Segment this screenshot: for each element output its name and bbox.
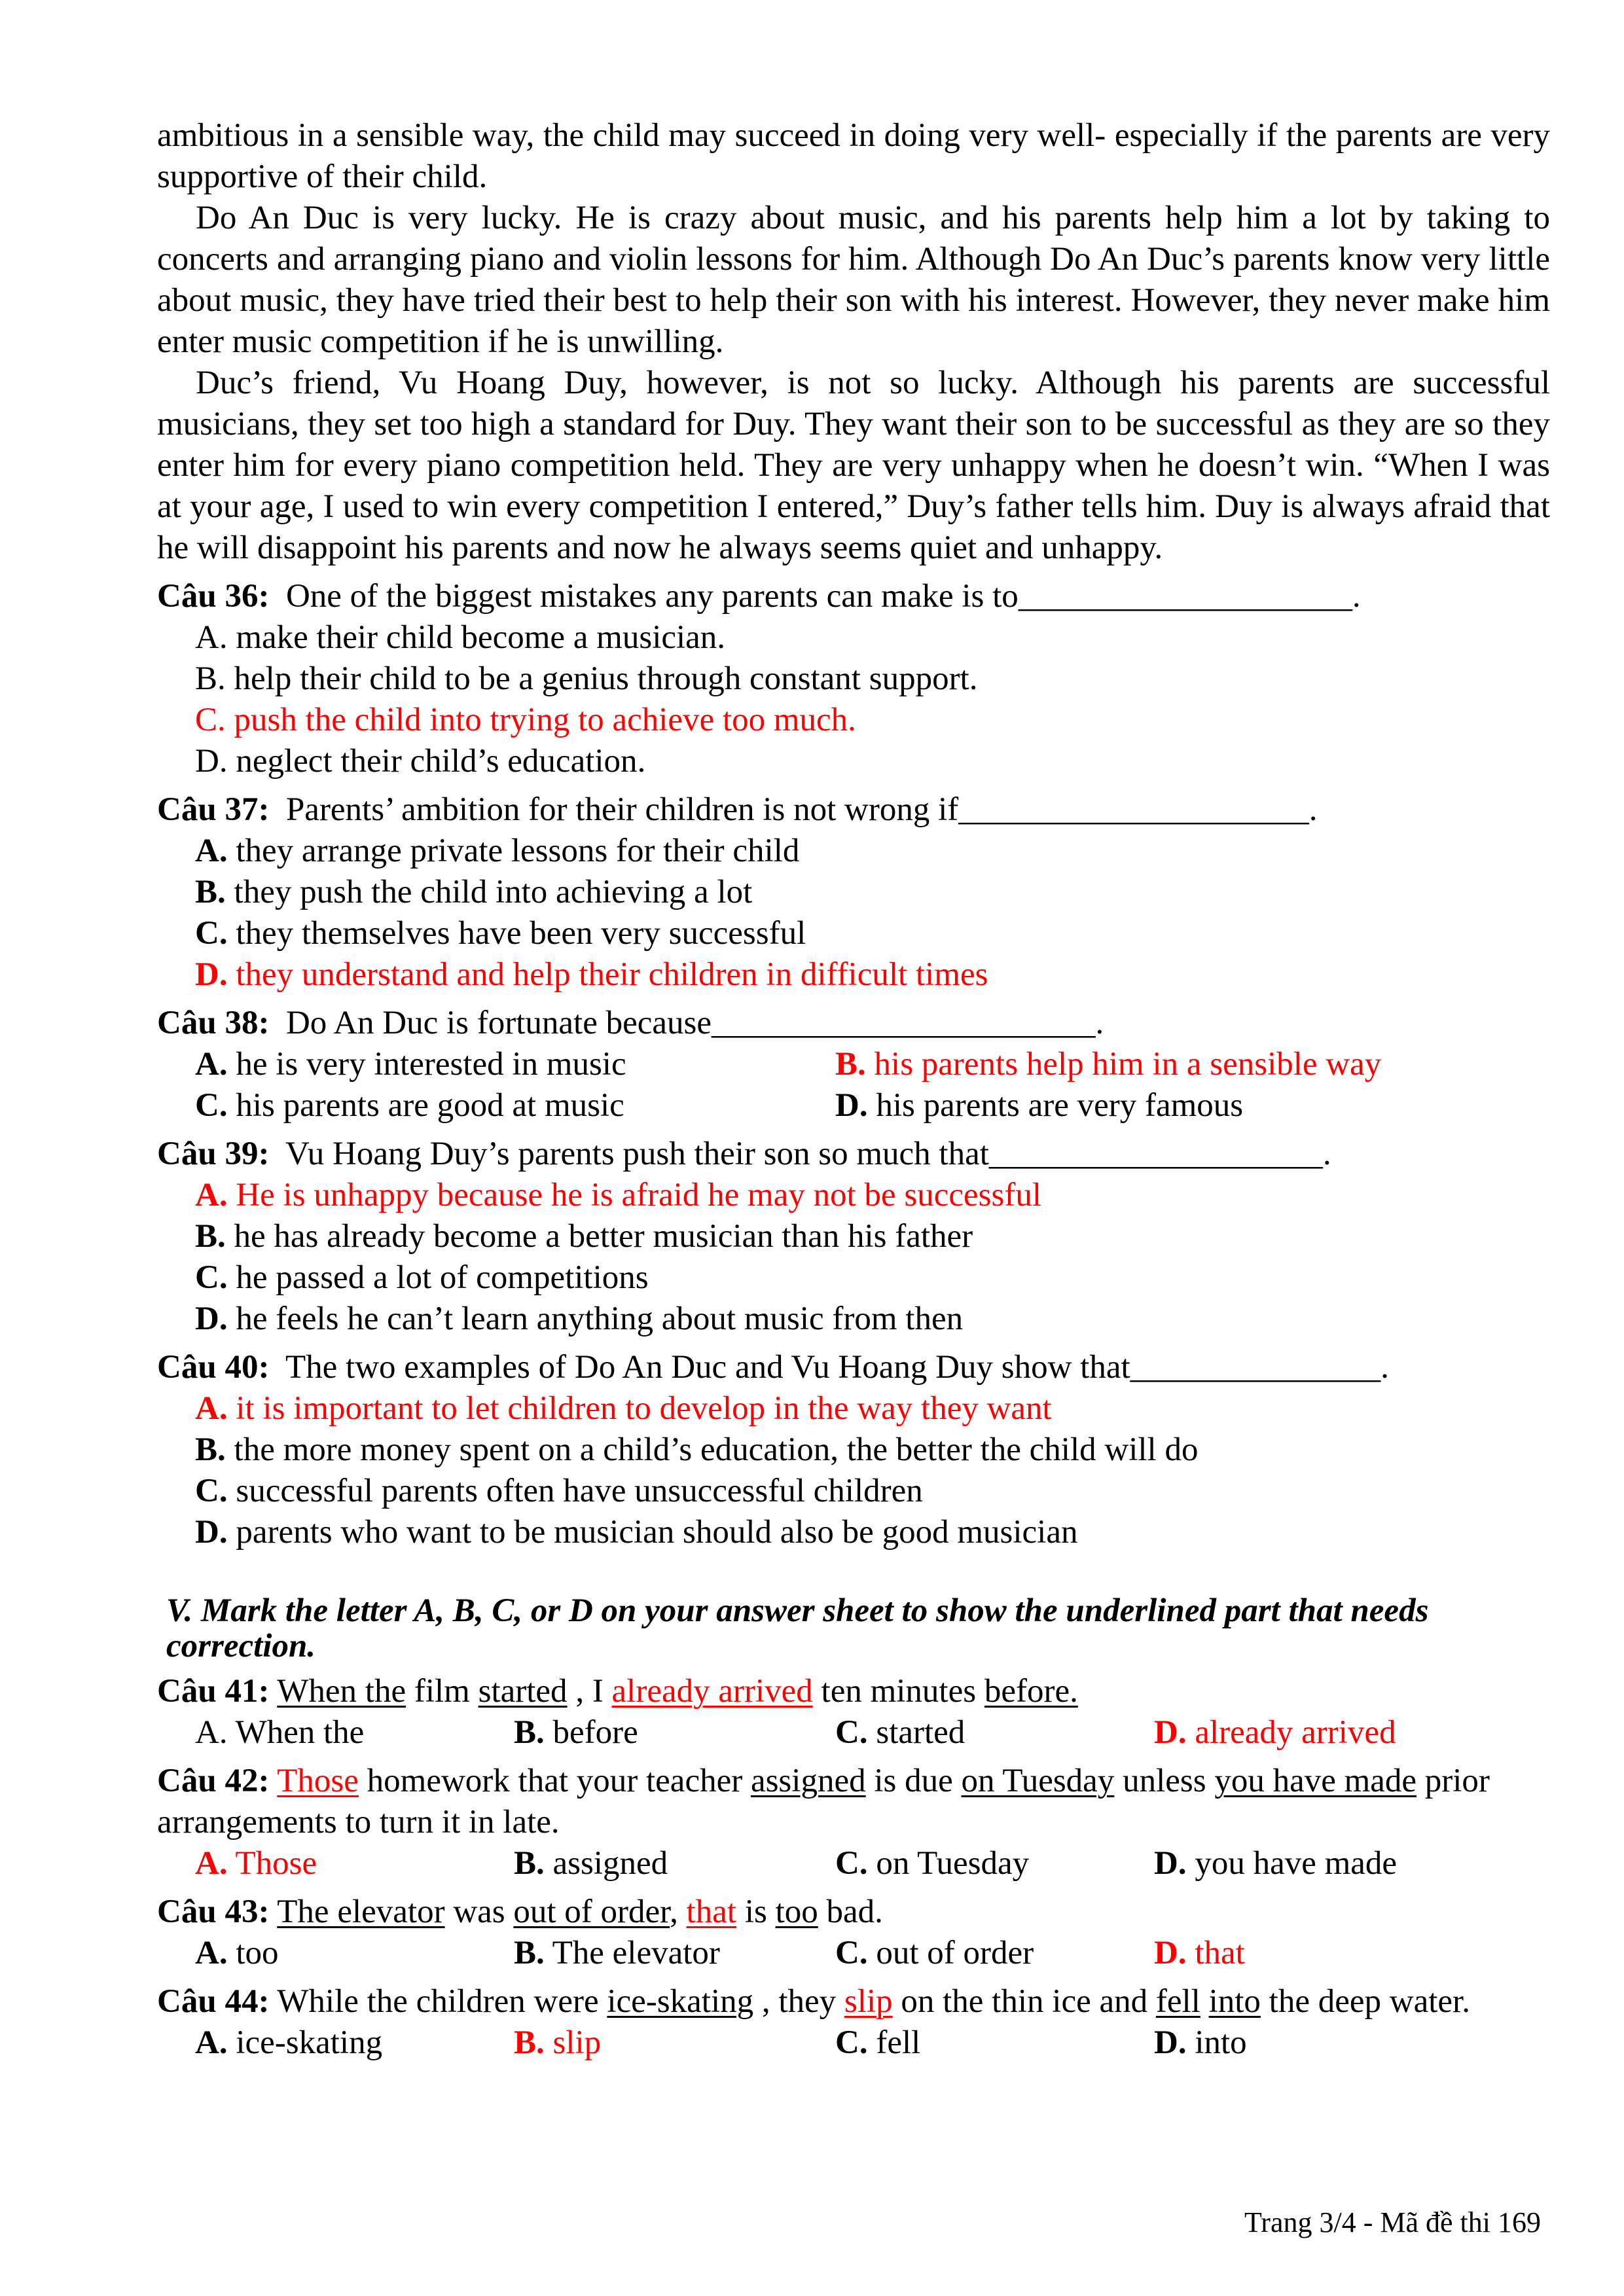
question-number: Câu 42: (157, 1763, 270, 1799)
option-letter: B. (514, 1935, 545, 1971)
question-number: Câu 36: (157, 578, 270, 615)
underlined-part: When the (277, 1673, 406, 1710)
option-row (157, 1933, 1550, 1974)
answer-blank: _______________ (1130, 1349, 1381, 1386)
option-text: started (876, 1714, 965, 1751)
question (157, 1892, 1550, 1974)
answer-option-c[interactable] (835, 1843, 1029, 1884)
question-stem (157, 1761, 1550, 1843)
option-row (157, 1712, 1550, 1753)
option-text: they arrange private lessons for their child (236, 833, 800, 869)
answer-option-d[interactable] (157, 1299, 1550, 1340)
option-text: too (236, 1935, 279, 1971)
answer-option-c[interactable] (157, 1471, 1550, 1512)
question-stem (157, 1134, 1550, 1175)
underlined-part: ice-skating (607, 1983, 754, 2020)
option-text: neglect their child’s education. (236, 743, 646, 780)
answer-option-a[interactable] (195, 1933, 279, 1974)
option-text: When the (235, 1714, 365, 1751)
underlined-part: already arrived (611, 1673, 813, 1710)
question-number: Câu 38: (157, 1005, 270, 1041)
answer-blank: _______________________ (712, 1005, 1096, 1041)
option-letter: A. (195, 2024, 228, 2061)
option-letter: D. (1154, 1845, 1187, 1882)
question (157, 1003, 1550, 1126)
option-text: out of order (876, 1935, 1034, 1971)
answer-options (157, 1175, 1550, 1340)
stem-text: . (1322, 1136, 1331, 1172)
answer-options (157, 2022, 1550, 2064)
option-text: The elevator (552, 1935, 720, 1971)
stem-text: While the children were (269, 1983, 607, 2020)
page-footer: Trang 3/4 - Mã đề thi 169 (1244, 2206, 1541, 2238)
underlined-part: out of order (513, 1893, 670, 1930)
option-letter: B. (195, 660, 226, 697)
question-number: Câu 39: (157, 1136, 270, 1172)
option-text: he is very interested in music (236, 1046, 626, 1083)
answer-options (157, 1843, 1550, 1884)
underlined-part: Those (277, 1763, 359, 1799)
stem-text: film (406, 1673, 478, 1710)
option-letter: A. (195, 1046, 228, 1083)
option-letter: A. (195, 1714, 228, 1751)
answer-option-c[interactable] (835, 1933, 1034, 1974)
option-text: on Tuesday (876, 1845, 1030, 1882)
option-text: they understand and help their children in difficult times (236, 956, 988, 993)
option-text: he has already become a better musician than his father (234, 1218, 973, 1255)
answer-option-b[interactable] (157, 872, 1550, 913)
underlined-part: on Tuesday (961, 1763, 1115, 1799)
stem-text: unless (1114, 1763, 1215, 1799)
underlined-part: started (478, 1673, 568, 1710)
option-text: his parents are very famous (876, 1087, 1244, 1124)
option-text: push the child into trying to achieve too much. (234, 702, 856, 738)
option-text: you have made (1195, 1845, 1398, 1882)
option-text: his parents are good at music (236, 1087, 624, 1124)
option-text: fell (876, 2024, 921, 2061)
question-number: Câu 44: (157, 1983, 270, 2020)
option-letter: D. (1154, 1714, 1187, 1751)
option-letter: D. (1154, 2024, 1187, 2061)
stem-text: , (670, 1893, 687, 1930)
option-text: ice-skating (236, 2024, 383, 2061)
passage-paragraph: Duc’s friend, Vu Hoang Duy, however, is not so lucky. Although his parents are successful musicians, they set too high a standard for Duy. They want their son to be successful as they are so they enter him for every piano competition held. They are very unhappy when he doesn’t win. “When I was at your age, I used to win every competition I entered,” Duy’s father tells him. Duy is always afraid that he will disappoint his parents and now he always seems quiet and unhappy. (157, 365, 1550, 566)
stem-text: Parents’ ambition for their children is not wrong if (269, 791, 959, 828)
option-letter: D. (1154, 1935, 1187, 1971)
underlined-part: The elevator (277, 1893, 445, 1930)
stem-text: bad. (818, 1893, 883, 1930)
option-row (157, 1843, 1550, 1884)
answer-option-b[interactable] (835, 1044, 1381, 1085)
answer-option-c[interactable] (157, 700, 1550, 741)
answer-option-a[interactable] (195, 1843, 317, 1884)
option-text: he passed a lot of competitions (236, 1259, 649, 1296)
option-letter: C. (195, 1259, 228, 1296)
question-stem (157, 789, 1550, 831)
answer-blank: _____________________ (958, 791, 1309, 828)
passage-paragraph: ambitious in a sensible way, the child may succeed in doing very well- especially if the parents are very supportive of their child. (157, 117, 1550, 195)
stem-text: . (1308, 791, 1318, 828)
option-letter: B. (514, 1714, 545, 1751)
option-letter: D. (195, 1514, 228, 1551)
stem-text: on the thin ice and (892, 1983, 1156, 2020)
stem-text: Vu Hoang Duy’s parents push their son so much that (269, 1136, 989, 1172)
answer-option-a[interactable] (195, 1044, 626, 1085)
answer-options (157, 1388, 1550, 1553)
option-text: he feels he can’t learn anything about music from then (236, 1300, 964, 1337)
question (157, 1671, 1550, 1753)
answer-option-b[interactable] (514, 1843, 668, 1884)
underlined-part: you have made (1214, 1763, 1417, 1799)
question-stem (157, 576, 1550, 617)
question (157, 1134, 1550, 1340)
option-text: the more money spent on a child’s education, the better the child will do (234, 1431, 1199, 1468)
underlined-part: before. (984, 1673, 1078, 1710)
option-text: before (552, 1714, 638, 1751)
option-text: that (1195, 1935, 1245, 1971)
answer-option-a[interactable] (157, 831, 1550, 872)
option-letter: B. (195, 1218, 226, 1255)
option-row (157, 1085, 1550, 1126)
option-text: successful parents often have unsuccessful children (236, 1473, 923, 1509)
option-letter: A. (195, 619, 228, 656)
exam-page (157, 115, 1550, 2064)
answer-option-b[interactable] (514, 2022, 601, 2064)
stem-text: homework that your teacher (358, 1763, 751, 1799)
option-letter: B. (195, 874, 226, 910)
stem-text: . (1380, 1349, 1389, 1386)
option-letter: C. (195, 702, 226, 738)
question (157, 1981, 1550, 2064)
option-text: make their child become a musician. (236, 619, 726, 656)
underlined-part: that (686, 1893, 737, 1930)
answer-options (157, 1044, 1550, 1126)
answer-option-d[interactable] (1154, 1712, 1396, 1753)
underlined-part: slip (844, 1983, 893, 2020)
option-letter: B. (514, 2024, 545, 2061)
option-letter: C. (195, 915, 228, 952)
underlined-part: too (775, 1893, 818, 1930)
option-row (157, 1044, 1550, 1085)
option-text: it is important to let children to develop in the way they want (236, 1390, 1052, 1427)
stem-text: is (736, 1893, 776, 1930)
stem-text: , they (753, 1983, 844, 2020)
answer-blank: ____________________ (1018, 578, 1352, 615)
option-letter: D. (195, 1300, 228, 1337)
option-letter: D. (195, 743, 228, 780)
question-stem (157, 1892, 1550, 1933)
option-text: into (1195, 2024, 1247, 2061)
answer-option-d[interactable] (157, 954, 1550, 996)
answer-option-c[interactable] (835, 1712, 965, 1753)
option-text: parents who want to be musician should also be good musician (236, 1514, 1078, 1551)
question-number: Câu 43: (157, 1893, 270, 1930)
answer-options (157, 617, 1550, 782)
question-stem (157, 1981, 1550, 2022)
answer-options (157, 1712, 1550, 1753)
answer-options (157, 1933, 1550, 1974)
question-stem (157, 1347, 1550, 1388)
question (157, 789, 1550, 996)
reading-questions (157, 576, 1550, 1553)
answer-option-d[interactable] (1154, 1933, 1245, 1974)
question-number: Câu 37: (157, 791, 270, 828)
answer-option-c[interactable] (157, 1257, 1550, 1299)
answer-option-c[interactable] (157, 913, 1550, 954)
option-text: help their child to be a genius through constant support. (234, 660, 978, 697)
answer-option-d[interactable] (835, 1085, 1243, 1126)
answer-option-a[interactable] (195, 2022, 382, 2064)
option-letter: A. (195, 1177, 228, 1213)
underlined-part: into (1208, 1983, 1261, 2020)
stem-text: The two examples of Do An Duc and Vu Hoang Duy show that (269, 1349, 1130, 1386)
error-correction-questions (157, 1671, 1550, 2064)
option-text: they themselves have been very successful (236, 915, 806, 952)
stem-text (269, 1673, 277, 1710)
passage-paragraph: Do An Duc is very lucky. He is crazy about music, and his parents help him a lot by taking to concerts and arranging piano and violin lessons for him. Although Do An Duc’s parents know very little about music, they have tried their best to help their son with his interest. However, they never make him enter music competition if he is unwilling. (157, 200, 1550, 360)
answer-option-a[interactable] (157, 1175, 1550, 1216)
option-letter: A. (195, 1845, 228, 1882)
reading-passage (157, 115, 1550, 569)
option-letter: D. (835, 1087, 868, 1124)
answer-option-c[interactable] (195, 1085, 624, 1126)
option-letter: C. (835, 1935, 868, 1971)
option-letter: A. (195, 1935, 228, 1971)
answer-option-a[interactable] (195, 1712, 364, 1753)
answer-blank: ____________________ (988, 1136, 1323, 1172)
section-v-instruction: V. Mark the letter A, B, C, or D on your answer sheet to show the underlined part that needs correction. (166, 1592, 1429, 1664)
option-row (157, 2022, 1550, 2064)
option-letter: B. (195, 1431, 226, 1468)
stem-text: . (1352, 578, 1361, 615)
question (157, 1347, 1550, 1553)
answer-option-b[interactable] (157, 658, 1550, 700)
answer-option-b[interactable] (157, 1216, 1550, 1257)
option-text: slip (552, 2024, 602, 2061)
stem-text: ten minutes (812, 1673, 984, 1710)
option-text: they push the child into achieving a lot (234, 874, 753, 910)
option-letter: C. (835, 2024, 868, 2061)
option-letter: A. (195, 1390, 228, 1427)
stem-text: prior arrangements to turn it in late. (157, 1763, 1498, 1840)
option-letter: B. (835, 1046, 866, 1083)
option-letter: A. (195, 833, 228, 869)
stem-text (269, 1893, 277, 1930)
option-text: assigned (552, 1845, 668, 1882)
answer-option-d[interactable] (1154, 1843, 1397, 1884)
answer-option-b[interactable] (157, 1429, 1550, 1471)
option-letter: B. (514, 1845, 545, 1882)
option-text: his parents help him in a sensible way (874, 1046, 1382, 1083)
question (157, 1761, 1550, 1884)
underlined-part: assigned (750, 1763, 866, 1799)
answer-options (157, 831, 1550, 996)
question-stem (157, 1003, 1550, 1044)
stem-text: , I (567, 1673, 612, 1710)
option-text: Those (235, 1845, 317, 1882)
option-text: He is unhappy because he is afraid he may not be successful (236, 1177, 1042, 1213)
stem-text: . (1095, 1005, 1104, 1041)
stem-text: One of the biggest mistakes any parents can make is to (269, 578, 1019, 615)
question-number: Câu 41: (157, 1673, 270, 1710)
answer-option-b[interactable] (514, 1933, 720, 1974)
question-number: Câu 40: (157, 1349, 270, 1386)
stem-text: the deep water. (1260, 1983, 1470, 2020)
stem-text: is due (865, 1763, 962, 1799)
stem-text (1200, 1983, 1209, 2020)
option-letter: C. (195, 1087, 228, 1124)
answer-option-a[interactable] (157, 617, 1550, 658)
stem-text: Do An Duc is fortunate because (269, 1005, 712, 1041)
question (157, 576, 1550, 782)
question-stem (157, 1671, 1550, 1712)
option-letter: C. (195, 1473, 228, 1509)
option-letter: D. (195, 956, 228, 993)
answer-option-c[interactable] (835, 2022, 920, 2064)
answer-option-a[interactable] (157, 1388, 1550, 1429)
option-letter: C. (835, 1714, 868, 1751)
option-letter: C. (835, 1845, 868, 1882)
answer-option-d[interactable] (157, 741, 1550, 782)
answer-option-d[interactable] (1154, 2022, 1247, 2064)
answer-option-d[interactable] (157, 1512, 1550, 1553)
answer-option-b[interactable] (514, 1712, 638, 1753)
underlined-part: fell (1155, 1983, 1200, 2020)
stem-text (269, 1763, 277, 1799)
option-text: already arrived (1195, 1714, 1396, 1751)
stem-text: was (444, 1893, 514, 1930)
